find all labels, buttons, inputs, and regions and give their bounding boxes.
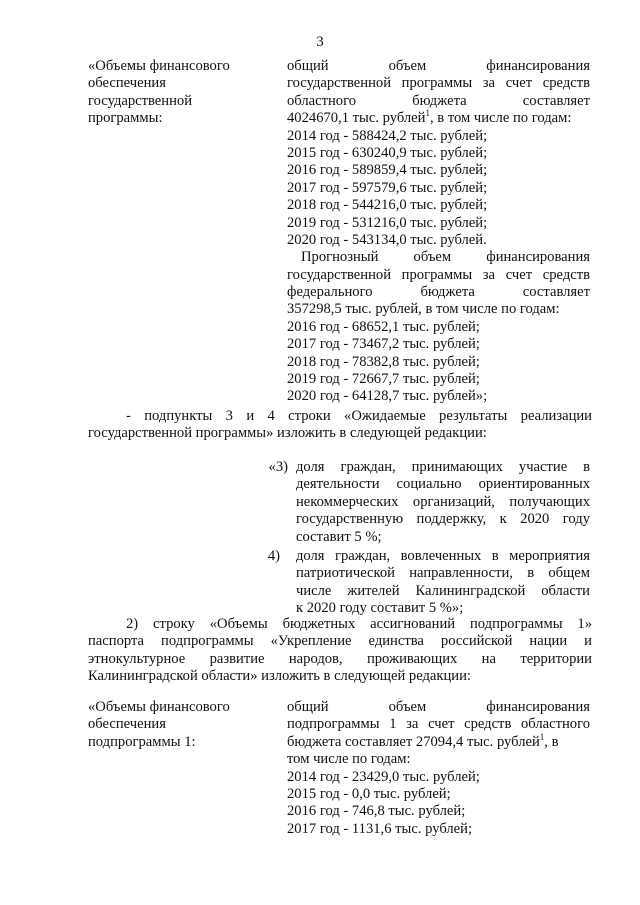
- item-line: доля граждан, вовлеченных в мероприятия: [296, 548, 590, 564]
- paragraph-line: 2) строку «Объемы бюджетных ассигнований подпрограммы 1»: [126, 616, 592, 632]
- item-line: патриотической направленности, в общем: [296, 565, 590, 582]
- year-line: 2015 год - 630240,9 тыс. рублей;: [287, 144, 488, 161]
- year-line: 2017 год - 1131,6 тыс. рублей;: [287, 820, 473, 837]
- year-line: 2014 год - 588424,2 тыс. рублей;: [287, 127, 488, 144]
- value-line: федерального бюджета составляет: [287, 284, 590, 301]
- item-line: некоммерческих организаций, получающих: [296, 493, 590, 510]
- year-line: 2014 год - 23429,0 тыс. рублей;: [287, 768, 480, 785]
- paragraph-line: - подпункты 3 и 4 строки «Ожидаемые результаты реализации: [126, 408, 592, 424]
- value-line: том числе по годам:: [287, 751, 411, 768]
- value-line: областного бюджета составляет: [287, 92, 590, 109]
- paragraph-line: этнокультурное развитие народов, проживающих на территории: [88, 650, 592, 667]
- year-line: 2017 год - 73467,2 тыс. рублей;: [287, 336, 480, 353]
- value-line: Прогнозный объем финансирования: [301, 249, 590, 266]
- item-line: числе жителей Калининградской области: [296, 582, 590, 599]
- subprogram-funding-label: [88, 699, 268, 751]
- value-line: государственной программы за счет средств: [287, 75, 590, 92]
- item-line: доля граждан, принимающих участие в: [296, 459, 590, 475]
- total-amount: 4024670,1 тыс. рублей: [287, 110, 426, 127]
- year-line: 2018 год - 544216,0 тыс. рублей;: [287, 197, 488, 214]
- year-line: 2019 год - 72667,7 тыс. рублей;: [287, 371, 480, 388]
- year-line: 2018 год - 78382,8 тыс. рублей;: [287, 353, 480, 370]
- value-line: [287, 110, 590, 127]
- item-line: деятельности социально ориентированных: [296, 476, 590, 493]
- footnote-mark: 1: [539, 731, 545, 742]
- amendment-paragraph-2: [88, 616, 592, 686]
- year-line: 2020 год - 64128,7 тыс. рублей»;: [287, 388, 488, 405]
- year-line: 2017 год - 597579,6 тыс. рублей;: [287, 179, 488, 196]
- value-line: подпрограммы 1 за счет средств областного: [287, 716, 590, 733]
- item-line: составит 5 %;: [296, 528, 382, 545]
- label-line: государственной: [88, 92, 193, 109]
- label-line: программы:: [88, 110, 163, 127]
- year-line: 2016 год - 589859,4 тыс. рублей;: [287, 162, 488, 179]
- label-line: обеспечения: [88, 75, 166, 92]
- line-tail: , в том числе по годам:: [429, 110, 572, 127]
- paragraph-line: паспорта подпрограммы «Укрепление единства российской нации и: [88, 633, 592, 650]
- item-number: 4): [267, 548, 280, 564]
- subprogram-funding-value: [287, 699, 590, 838]
- item-line: к 2020 году составит 5 %»;: [296, 600, 464, 617]
- value-line: общий объем финансирования: [287, 699, 590, 715]
- value-line: 357298,5 тыс. рублей, в том числе по годам:: [287, 301, 560, 318]
- label-line: подпрограммы 1:: [88, 733, 196, 750]
- total-amount: бюджета составляет 27094,4 тыс. рублей: [287, 733, 540, 750]
- paragraph-line: Калининградской области» изложить в следующей редакции:: [88, 668, 471, 685]
- label-line: «Объемы финансового: [88, 699, 230, 715]
- item-text: [296, 548, 590, 618]
- footnote-mark: 1: [425, 108, 430, 119]
- paragraph-line: государственной программы» изложить в следующей редакции:: [88, 425, 487, 442]
- label-line: «Объемы финансового: [88, 58, 230, 74]
- year-line: 2019 год - 531216,0 тыс. рублей;: [287, 214, 488, 231]
- line-tail: , в: [544, 733, 559, 750]
- year-line: 2020 год - 543134,0 тыс. рублей.: [287, 231, 487, 248]
- year-line: 2015 год - 0,0 тыс. рублей;: [287, 785, 451, 802]
- year-line: 2016 год - 746,8 тыс. рублей;: [287, 803, 466, 820]
- value-line: [287, 731, 590, 751]
- value-line: общий объем финансирования: [287, 58, 590, 74]
- amendment-paragraph-1: [88, 408, 592, 443]
- program-funding-value: [287, 58, 590, 406]
- program-funding-label: [88, 58, 268, 128]
- item-text: [296, 459, 590, 546]
- item-number: «3): [268, 459, 288, 475]
- page-number: 3: [316, 34, 324, 50]
- year-line: 2016 год - 68652,1 тыс. рублей;: [287, 318, 480, 335]
- value-line: государственной программы за счет средств: [287, 266, 590, 283]
- item-line: государственную поддержку, к 2020 году: [296, 511, 590, 528]
- label-line: обеспечения: [88, 716, 166, 733]
